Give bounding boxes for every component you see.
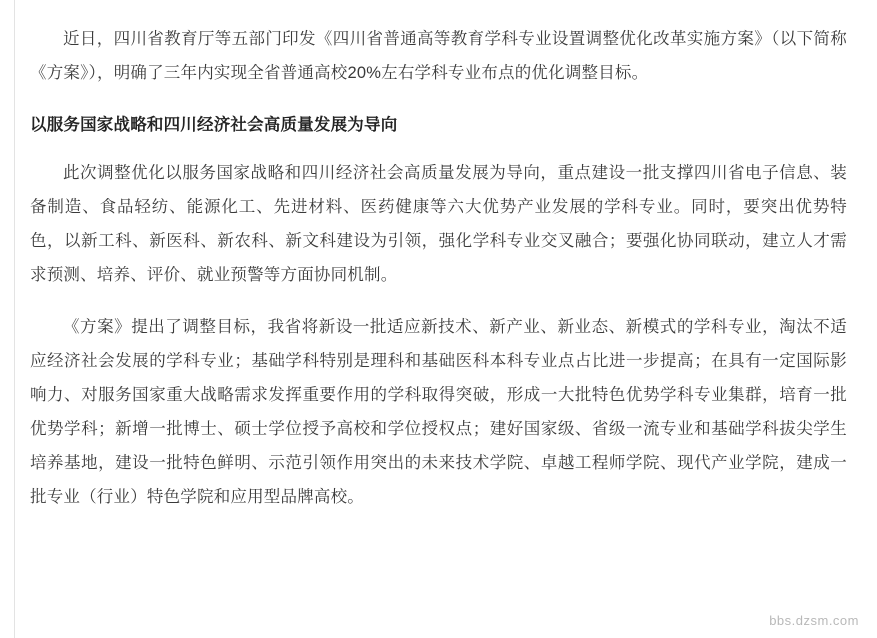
- site-watermark: bbs.dzsm.com: [769, 613, 859, 628]
- paragraph-1: 近日，四川省教育厅等五部门印发《四川省普通高等教育学科专业设置调整优化改革实施方案》（以下简称《方案》），明确了三年内实现全省普通高校20%左右学科专业布点的优化调整目标。: [30, 30, 847, 82]
- article-body: [30, 22, 847, 514]
- paragraph-2: 此次调整优化以服务国家战略和四川经济社会高质量发展为导向，重点建设一批支撑四川省电子信息、装备制造、食品轻纺、能源化工、先进材料、医药健康等六大优势产业发展的学科专业。同时，要突出优势特色，以新工科、新医科、新农科、新文科建设为引领，强化学科专业交叉融合；要强化协同联动，建立人才需求预测、培养、评价、就业预警等方面协同机制。: [30, 164, 847, 284]
- section-heading: 以服务国家战略和四川经济社会高质量发展为导向: [30, 116, 398, 134]
- paragraph-3: 《方案》提出了调整目标，我省将新设一批适应新技术、新产业、新业态、新模式的学科专业，淘汰不适应经济社会发展的学科专业；基础学科特别是理科和基础医科本科专业点占比进一步提高；在具有一定国际影响力、对服务国家重大战略需求发挥重要作用的学科取得突破，形成一大批特色优势学科专业集群，培育一批优势学科；新增一批博士、硕士学位授予高校和学位授权点；建好国家级、省级一流专业和基础学科拔尖学生培养基地，建设一批特色鲜明、示范引领作用突出的未来技术学院、卓越工程师学院、现代产业学院，建成一批专业（行业）特色学院和应用型品牌高校。: [30, 318, 847, 506]
- page-left-rule: [14, 0, 15, 638]
